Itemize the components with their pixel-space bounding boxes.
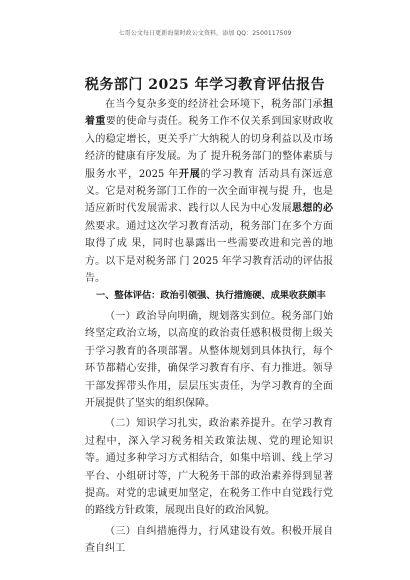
document-body — [85, 96, 333, 558]
point-paragraph-3: （三）自纠措施得力，行风建设有效。积极开展自查自纠工 — [85, 525, 333, 555]
intro-text-3: 的学习教育 活动具有深远意义。它是对税务部门工作的一次全面审视与提 升，也是适应新时代发展需求、践行以人民为中心发展 — [85, 168, 333, 215]
intro-bold-2: 开展 — [179, 168, 201, 180]
section-heading-1: 一、整体评估：政治引领强、执行措施硬、成果收获颇丰 — [96, 290, 326, 302]
intro-bold-1: 担着重 — [85, 99, 333, 128]
document-title: 税务部门 2025 年学习教育评估报告 — [84, 77, 326, 93]
point-paragraph-1: （一）政治导向明确，规划落实到位。税务部门始终坚定政治立场，以高度的政治责任感积极贯彻上级关于学习教育的各项部署。从整体规划到具体执行，每个环节都精心安排，确保学习教育有序、有力推进。领导干部发挥带头作用，层层压实责任，为学习教育的全面开展提供了坚实的组织保障。 — [85, 310, 333, 409]
intro-paragraph — [85, 96, 333, 287]
intro-text-2: 要的使命与责任。税务工作不仅关系到国家财政收入的稳定增长，更关乎广大纳税人的切身利益以及市场经济的健康有序发展。为了 提升税务部门的整体素质与服务水平，2025 年 — [85, 116, 334, 180]
intro-text-1: 在当今复杂多变的经济社会环境下，税务部门承 — [105, 99, 323, 110]
intro-text-4: 然要求。通过这次学习教育活动，税务部门在多个方面取得了成 果，同时也暴露出一些需要改进和完善的地方。以下是对税务部 门 2025 年学习教育活动的评估报告。 — [85, 220, 333, 285]
intro-bold-3: 思想的必 — [291, 203, 334, 215]
header-note: 七哥公文每日更新海量时政公文资料，添加 QQ：2500117509 — [118, 30, 292, 37]
point-paragraph-2: （二）知识学习扎实，政治素养提升。在学习教育过程中，深入学习税务相关政策法规、党的理论知识等。通过多种学习方式相结合，如集中培训、线上学习平台、小组研讨等，广大税务干部的政治素养得到显著提高。对党的忠诚更加坚定，在税务工作中自觉践行党的路线方针政策，展现出良好的政治风貌。 — [85, 418, 333, 517]
